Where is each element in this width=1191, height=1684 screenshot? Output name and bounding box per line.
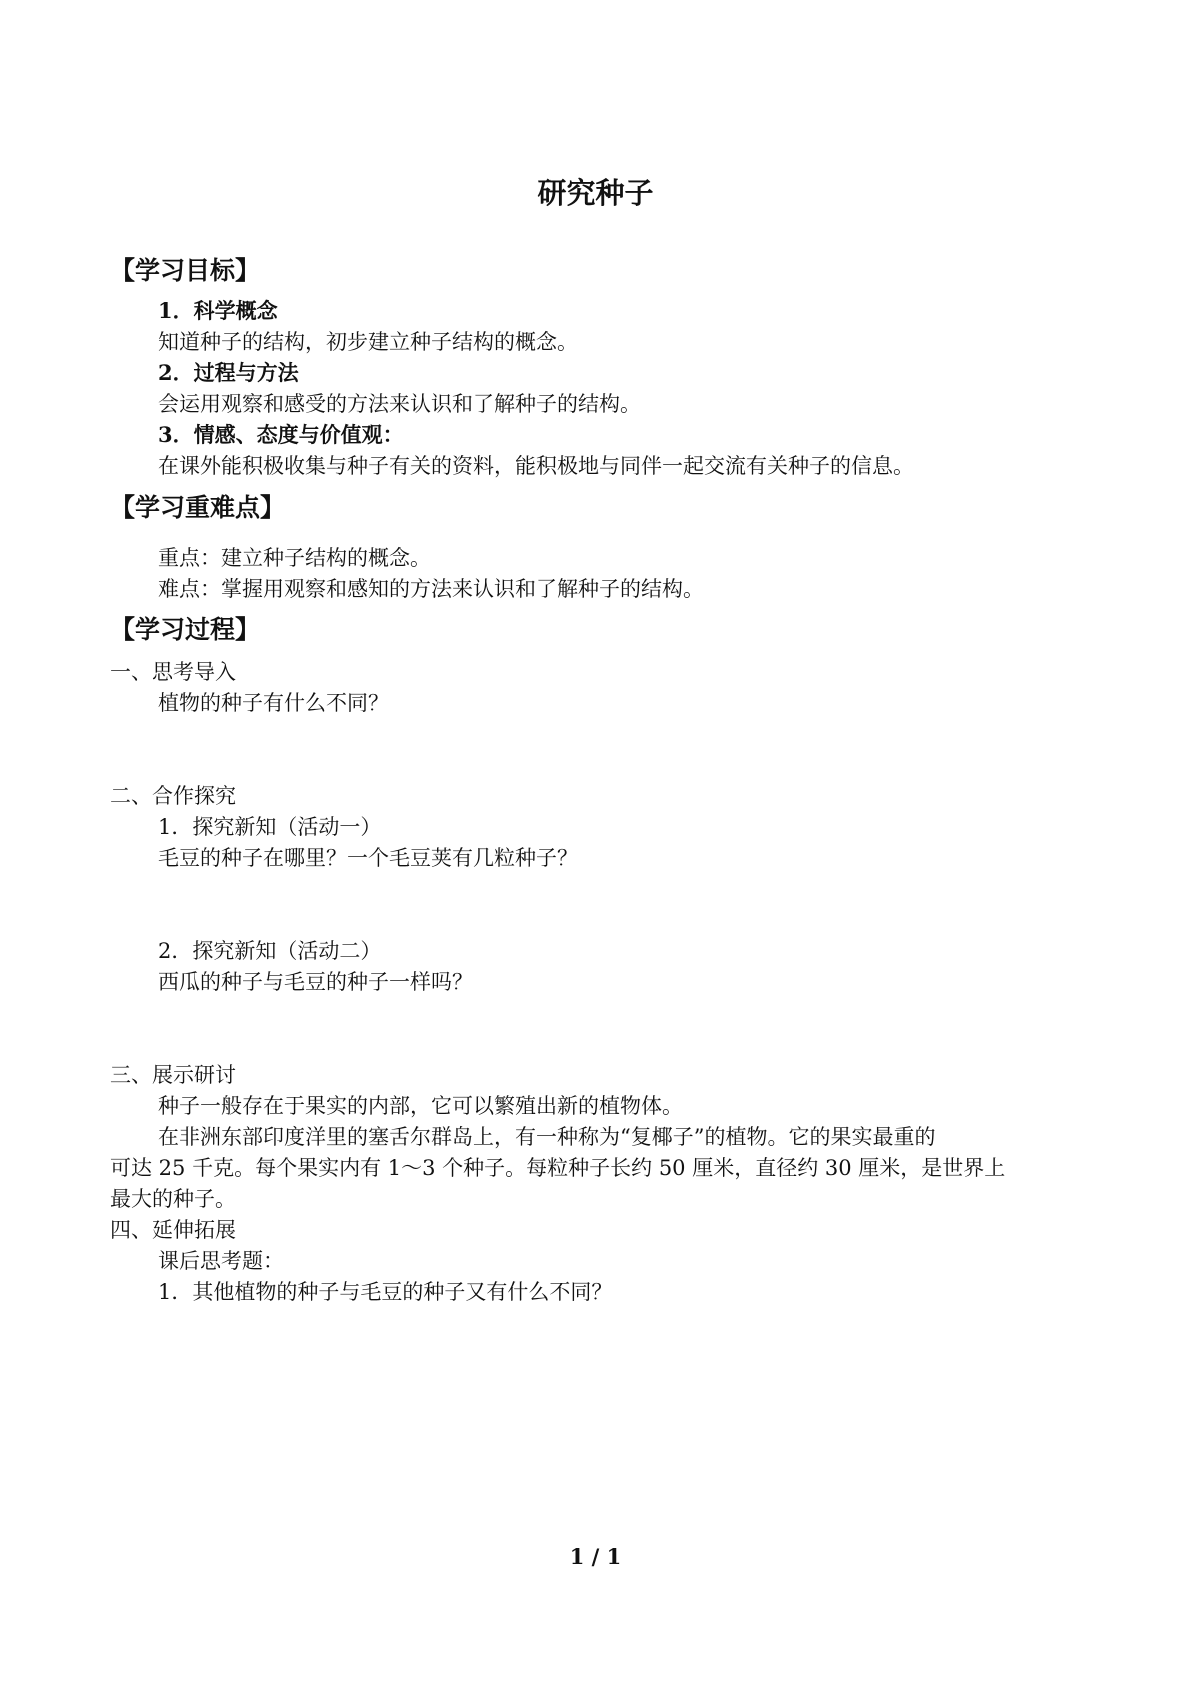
section-3-paragraph-2-line-2: 可达 25 千克。每个果实内有 1～3 个种子。每粒种子长约 50 厘米，直径约 30 厘米，是世界上 (110, 1156, 1006, 1180)
section-1-title: 一、思考导入 (110, 660, 236, 684)
activity-2-text: 西瓜的种子与毛豆的种子一样吗？ (158, 970, 473, 994)
section-3-title: 三、展示研讨 (110, 1063, 236, 1087)
process-heading: 【学习过程】 (110, 615, 261, 644)
section-1-text: 植物的种子有什么不同？ (158, 691, 389, 715)
objective-label-2: 2．过程与方法 (158, 360, 299, 385)
page-number: 1 / 1 (569, 1544, 622, 1569)
activity-1-text: 毛豆的种子在哪里？一个毛豆荚有几粒种子？ (158, 846, 578, 870)
objective-label-1: 1．科学概念 (158, 298, 278, 323)
activity-2-title: 2．探究新知（活动二） (158, 939, 382, 963)
section-2-title: 二、合作探究 (110, 784, 236, 808)
objective-text-2: 会运用观察和感受的方法来认识和了解种子的结构。 (158, 392, 641, 416)
objectives-heading: 【学习目标】 (110, 256, 261, 285)
section-4-question-1: 1．其他植物的种子与毛豆的种子又有什么不同？ (158, 1280, 613, 1304)
page-title: 研究种子 (537, 176, 654, 210)
section-3-paragraph-2-line-3: 最大的种子。 (110, 1187, 236, 1211)
key-points-heading: 【学习重难点】 (110, 493, 286, 522)
activity-1-title: 1．探究新知（活动一） (158, 815, 382, 839)
section-4-title: 四、延伸拓展 (110, 1218, 236, 1242)
focus-point: 重点：建立种子结构的概念。 (158, 546, 431, 570)
section-3-paragraph-1: 种子一般存在于果实的内部，它可以繁殖出新的植物体。 (158, 1094, 683, 1118)
objective-text-3: 在课外能积极收集与种子有关的资料，能积极地与同伴一起交流有关种子的信息。 (158, 454, 914, 478)
section-3-paragraph-2-line-1: 在非洲东部印度洋里的塞舌尔群岛上，有一种称为“复椰子”的植物。它的果实最重的 (158, 1125, 936, 1149)
section-4-lead: 课后思考题： (158, 1249, 284, 1273)
objective-text-1: 知道种子的结构，初步建立种子结构的概念。 (158, 330, 578, 354)
objective-label-3: 3．情感、态度与价值观： (158, 422, 404, 447)
difficulty-point: 难点：掌握用观察和感知的方法来认识和了解种子的结构。 (158, 577, 704, 601)
